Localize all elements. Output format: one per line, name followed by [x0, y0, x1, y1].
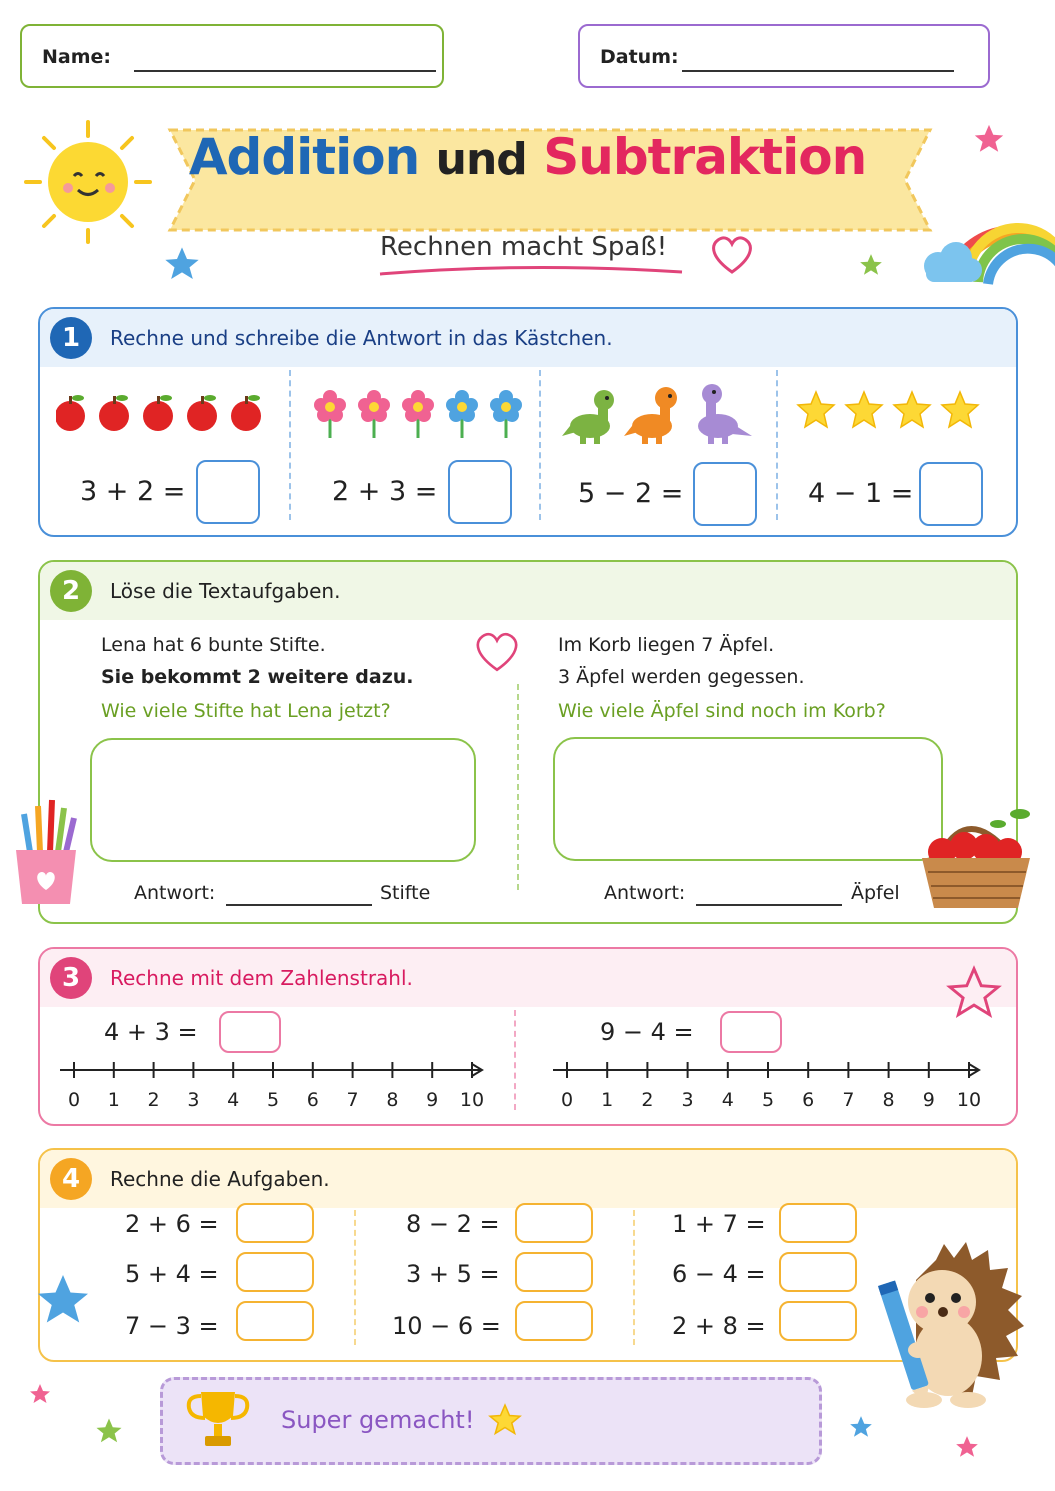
number-line-label: 9: [922, 1089, 935, 1111]
answer-line[interactable]: [226, 904, 372, 906]
apples-group: [56, 390, 276, 434]
section-title: Rechne und schreibe die Antwort in das Kästchen.: [110, 326, 613, 350]
page-title: Addition und Subtraktion: [188, 128, 867, 186]
answer-box[interactable]: [236, 1252, 314, 1292]
equation: 7 − 3 =: [125, 1312, 219, 1340]
problem-text: Sie bekommt 2 weitere dazu.: [101, 666, 414, 688]
number-line: [56, 1056, 496, 1116]
dinosaurs-group: [562, 382, 756, 446]
answer-box[interactable]: [515, 1252, 593, 1292]
equation: 2 + 8 =: [672, 1312, 766, 1340]
answer-box[interactable]: [779, 1301, 857, 1341]
number-line-label: 2: [147, 1089, 160, 1111]
date-input-line[interactable]: [682, 70, 954, 72]
number-line-label: 1: [601, 1089, 614, 1111]
answer-box[interactable]: [779, 1252, 857, 1292]
divider: [517, 684, 519, 890]
footer-banner: [160, 1377, 822, 1465]
equation: 2 + 6 =: [125, 1210, 219, 1238]
heart-icon: [708, 232, 756, 276]
star-icon: [942, 392, 978, 427]
answer-unit: Äpfel: [851, 882, 900, 904]
apple-icon: [99, 395, 129, 431]
equation: 3 + 2 =: [80, 476, 186, 507]
number-line-label: 4: [721, 1089, 734, 1111]
flowers-group: [312, 388, 528, 440]
number-line-label: 0: [67, 1089, 81, 1111]
star-icon: [848, 1414, 874, 1440]
answer-label: Antwort:: [604, 882, 686, 904]
apple-icon: [143, 395, 173, 431]
answer-box[interactable]: [219, 1011, 281, 1053]
calculation-box[interactable]: [90, 738, 476, 862]
trophy-icon: [183, 1388, 253, 1452]
section-number: 1: [50, 317, 92, 359]
answer-box[interactable]: [448, 460, 512, 524]
star-icon: [487, 1402, 523, 1438]
equation: 6 − 4 =: [672, 1260, 766, 1288]
star-icon: [954, 1434, 980, 1460]
star-icon: [798, 392, 834, 427]
star-icon: [944, 964, 1004, 1022]
equation: 3 + 5 =: [406, 1260, 500, 1288]
star-icon: [846, 392, 882, 427]
equation: 1 + 7 =: [672, 1210, 766, 1238]
equation: 5 + 4 =: [125, 1260, 219, 1288]
section-title: Rechne mit dem Zahlenstrahl.: [110, 966, 413, 990]
stars-group: [796, 390, 986, 432]
number-line-label: 2: [641, 1089, 654, 1111]
answer-box[interactable]: [693, 462, 757, 526]
number-line: [549, 1056, 989, 1116]
equation: 5 − 2 =: [578, 478, 684, 509]
dinosaur-icon: [698, 384, 752, 444]
number-line-label: 3: [681, 1089, 694, 1111]
apple-icon: [56, 395, 85, 431]
answer-box[interactable]: [236, 1203, 314, 1243]
answer-box[interactable]: [196, 460, 260, 524]
answer-box[interactable]: [236, 1301, 314, 1341]
equation: 2 + 3 =: [332, 476, 438, 507]
answer-unit: Stifte: [380, 882, 431, 904]
equation: 4 − 1 =: [808, 478, 914, 509]
footer-text: Super gemacht!: [281, 1406, 475, 1434]
answer-label: Antwort:: [134, 882, 216, 904]
problem-question: Wie viele Äpfel sind noch im Korb?: [558, 700, 886, 722]
apple-basket-icon: [918, 802, 1038, 912]
heart-icon: [472, 626, 522, 676]
flower-icon: [402, 390, 434, 438]
number-line-label: 8: [882, 1089, 895, 1111]
star-icon: [32, 1270, 94, 1330]
apple-icon: [187, 395, 217, 431]
flower-icon: [314, 390, 346, 438]
flower-icon: [358, 390, 390, 438]
equation: 10 − 6 =: [392, 1312, 501, 1340]
number-line-label: 5: [266, 1089, 280, 1111]
star-icon: [858, 252, 884, 278]
star-icon: [894, 392, 930, 427]
hedgehog-icon: [876, 1240, 1026, 1410]
flower-icon: [490, 390, 522, 438]
number-line-label: 4: [227, 1089, 240, 1111]
divider: [514, 1010, 516, 1110]
answer-box[interactable]: [919, 462, 983, 526]
answer-box[interactable]: [515, 1203, 593, 1243]
number-line-label: 3: [187, 1089, 200, 1111]
number-line-label: 7: [346, 1089, 359, 1111]
number-line-label: 10: [459, 1089, 485, 1111]
subtitle-underline: [376, 264, 686, 278]
number-line-label: 7: [842, 1089, 855, 1111]
answer-box[interactable]: [720, 1011, 782, 1053]
section-number: 4: [50, 1158, 92, 1200]
date-field-box: [578, 24, 990, 88]
problem-text: Im Korb liegen 7 Äpfel.: [558, 634, 775, 656]
equation: 9 − 4 =: [600, 1018, 694, 1046]
number-line-label: 8: [386, 1089, 399, 1111]
name-field-box: [20, 24, 444, 88]
flower-icon: [446, 390, 478, 438]
divider: [289, 370, 291, 520]
equation: 8 − 2 =: [406, 1210, 500, 1238]
answer-line[interactable]: [696, 904, 842, 906]
number-line-label: 10: [956, 1089, 982, 1111]
star-icon: [28, 1382, 52, 1406]
equation: 4 + 3 =: [104, 1018, 198, 1046]
problem-text: 3 Äpfel werden gegessen.: [558, 666, 805, 688]
divider: [539, 370, 541, 520]
name-label: Name:: [42, 46, 112, 68]
calculation-box[interactable]: [553, 737, 943, 861]
problem-question: Wie viele Stifte hat Lena jetzt?: [101, 700, 391, 722]
rainbow-icon: [918, 196, 1055, 290]
number-line-label: 1: [107, 1089, 120, 1111]
pencil-cup-icon: [10, 794, 82, 908]
star-icon: [94, 1416, 124, 1446]
number-line-label: 5: [761, 1089, 775, 1111]
divider: [633, 1210, 635, 1345]
divider: [354, 1210, 356, 1345]
answer-box[interactable]: [515, 1301, 593, 1341]
page-subtitle: Rechnen macht Spaß!: [380, 232, 668, 262]
name-input-line[interactable]: [134, 70, 436, 72]
star-icon: [162, 244, 202, 284]
number-line-label: 0: [560, 1089, 574, 1111]
dinosaur-icon: [562, 390, 614, 444]
section-title: Löse die Textaufgaben.: [110, 579, 341, 603]
number-line-label: 6: [802, 1089, 815, 1111]
number-line-label: 6: [306, 1089, 319, 1111]
answer-box[interactable]: [779, 1203, 857, 1243]
problem-text: Lena hat 6 bunte Stifte.: [101, 634, 326, 656]
number-line-label: 9: [426, 1089, 439, 1111]
section-title: Rechne die Aufgaben.: [110, 1167, 330, 1191]
star-icon: [972, 122, 1006, 156]
dinosaur-icon: [624, 387, 677, 444]
date-label: Datum:: [600, 46, 679, 68]
divider: [776, 370, 778, 520]
apple-icon: [231, 395, 261, 431]
section-number: 3: [50, 957, 92, 999]
section-number: 2: [50, 570, 92, 612]
